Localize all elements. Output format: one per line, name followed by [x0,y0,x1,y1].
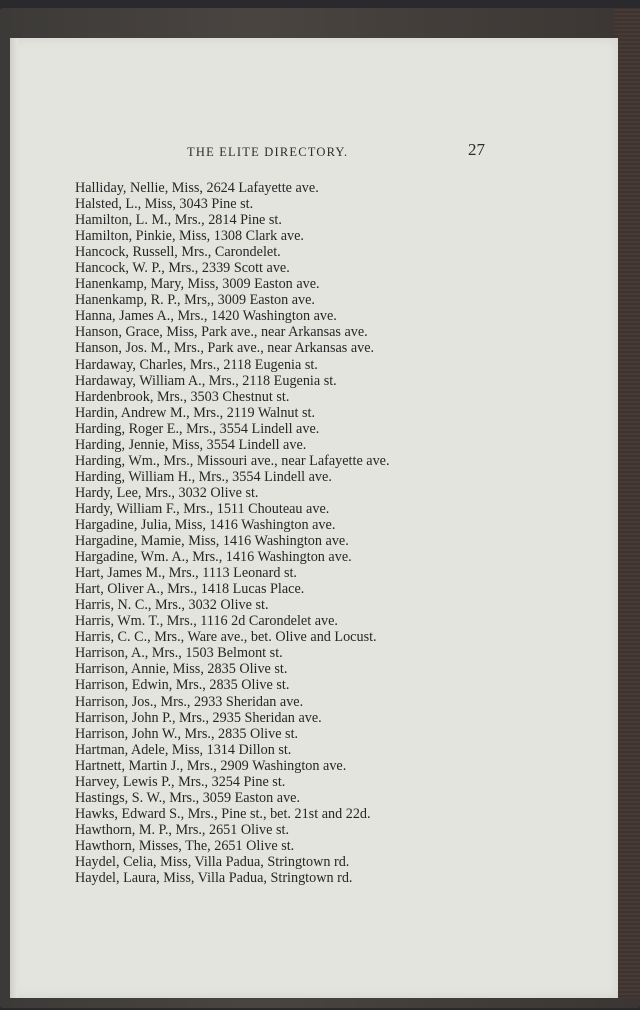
directory-entry: Harrison, Annie, Miss, 2835 Olive st. [75,661,288,678]
directory-entry: Hart, James M., Mrs., 1113 Leonard st. [75,565,297,582]
directory-entry: Hart, Oliver A., Mrs., 1418 Lucas Place. [75,581,305,598]
directory-entry: Hargadine, Mamie, Miss, 1416 Washington ave. [75,533,349,550]
directory-entry: Hamilton, L. M., Mrs., 2814 Pine st. [75,212,282,229]
directory-entry: Harding, Jennie, Miss, 3554 Lindell ave. [75,436,307,453]
directory-entry: Hawthorn, Misses, The, 2651 Olive st. [75,837,295,854]
directory-entry: Hancock, Russell, Mrs., Carondelet. [75,244,281,261]
directory-entry: Hargadine, Wm. A., Mrs., 1416 Washington ave. [75,549,352,566]
page-number: 27 [468,140,485,159]
directory-entry: Harrison, John P., Mrs., 2935 Sheridan ave. [75,709,322,726]
directory-entry: Hancock, W. P., Mrs., 2339 Scott ave. [75,260,290,277]
directory-entry: Hanenkamp, Mary, Miss, 3009 Easton ave. [75,276,320,293]
directory-entry: Hanenkamp, R. P., Mrs,, 3009 Easton ave. [75,292,315,309]
directory-entry: Harris, Wm. T., Mrs., 1116 2d Carondelet ave. [75,613,338,630]
directory-entries [75,180,605,886]
directory-page [10,38,618,998]
directory-entry: Harris, C. C., Mrs., Ware ave., bet. Olive and Locust. [75,629,377,646]
directory-entry: Harding, Wm., Mrs., Missouri ave., near Lafayette ave. [75,452,390,469]
page-header [10,142,618,166]
directory-entry: Harrison, A., Mrs., 1503 Belmont st. [75,645,283,662]
directory-entry: Harris, N. C., Mrs., 3032 Olive st. [75,597,269,614]
directory-entry: Haydel, Celia, Miss, Villa Padua, Stringtown rd. [75,853,350,870]
directory-entry: Hargadine, Julia, Miss, 1416 Washington ave. [75,516,336,533]
directory-entry: Harrison, Edwin, Mrs., 2835 Olive st. [75,677,290,694]
directory-entry: Hanson, Jos. M., Mrs., Park ave., near Arkansas ave. [75,340,375,357]
directory-entry: Hamilton, Pinkie, Miss, 1308 Clark ave. [75,228,304,245]
directory-entry: Hardy, William F., Mrs., 1511 Chouteau ave. [75,500,330,517]
directory-entry: Hawks, Edward S., Mrs., Pine st., bet. 21st and 22d. [75,805,371,822]
directory-entry: Harding, Roger E., Mrs., 3554 Lindell ave. [75,420,320,437]
directory-entry: Hastings, S. W., Mrs., 3059 Easton ave. [75,789,301,806]
directory-entry: Hardenbrook, Mrs., 3503 Chestnut st. [75,388,290,405]
directory-entry: Harrison, John W., Mrs., 2835 Olive st. [75,725,299,742]
directory-entry: Hardy, Lee, Mrs., 3032 Olive st. [75,484,259,501]
page-gutter [10,38,18,998]
directory-entry: Hawthorn, M. P., Mrs., 2651 Olive st. [75,821,289,838]
directory-entry: Halsted, L., Miss, 3043 Pine st. [75,196,254,213]
directory-entry: Harvey, Lewis P., Mrs., 3254 Pine st. [75,773,286,790]
directory-entry: Harding, William H., Mrs., 3554 Lindell ave. [75,468,332,485]
directory-entry: Hartman, Adele, Miss, 1314 Dillon st. [75,741,292,758]
directory-entry: Haydel, Laura, Miss, Villa Padua, Stringtown rd. [75,870,353,887]
directory-entry: Hardaway, Charles, Mrs., 2118 Eugenia st. [75,356,318,373]
directory-entry: Hardaway, William A., Mrs., 2118 Eugenia st. [75,372,337,389]
directory-entry: Harrison, Jos., Mrs., 2933 Sheridan ave. [75,693,304,710]
directory-entry: Hanson, Grace, Miss, Park ave., near Arkansas ave. [75,324,368,341]
directory-entry: Halliday, Nellie, Miss, 2624 Lafayette ave. [75,180,319,196]
directory-entry: Hanna, James A., Mrs., 1420 Washington ave. [75,308,337,325]
directory-entry: Hartnett, Martin J., Mrs., 2909 Washington ave. [75,757,347,774]
running-title: THE ELITE DIRECTORY. [187,145,349,159]
directory-entry: Hardin, Andrew M., Mrs., 2119 Walnut st. [75,404,316,421]
